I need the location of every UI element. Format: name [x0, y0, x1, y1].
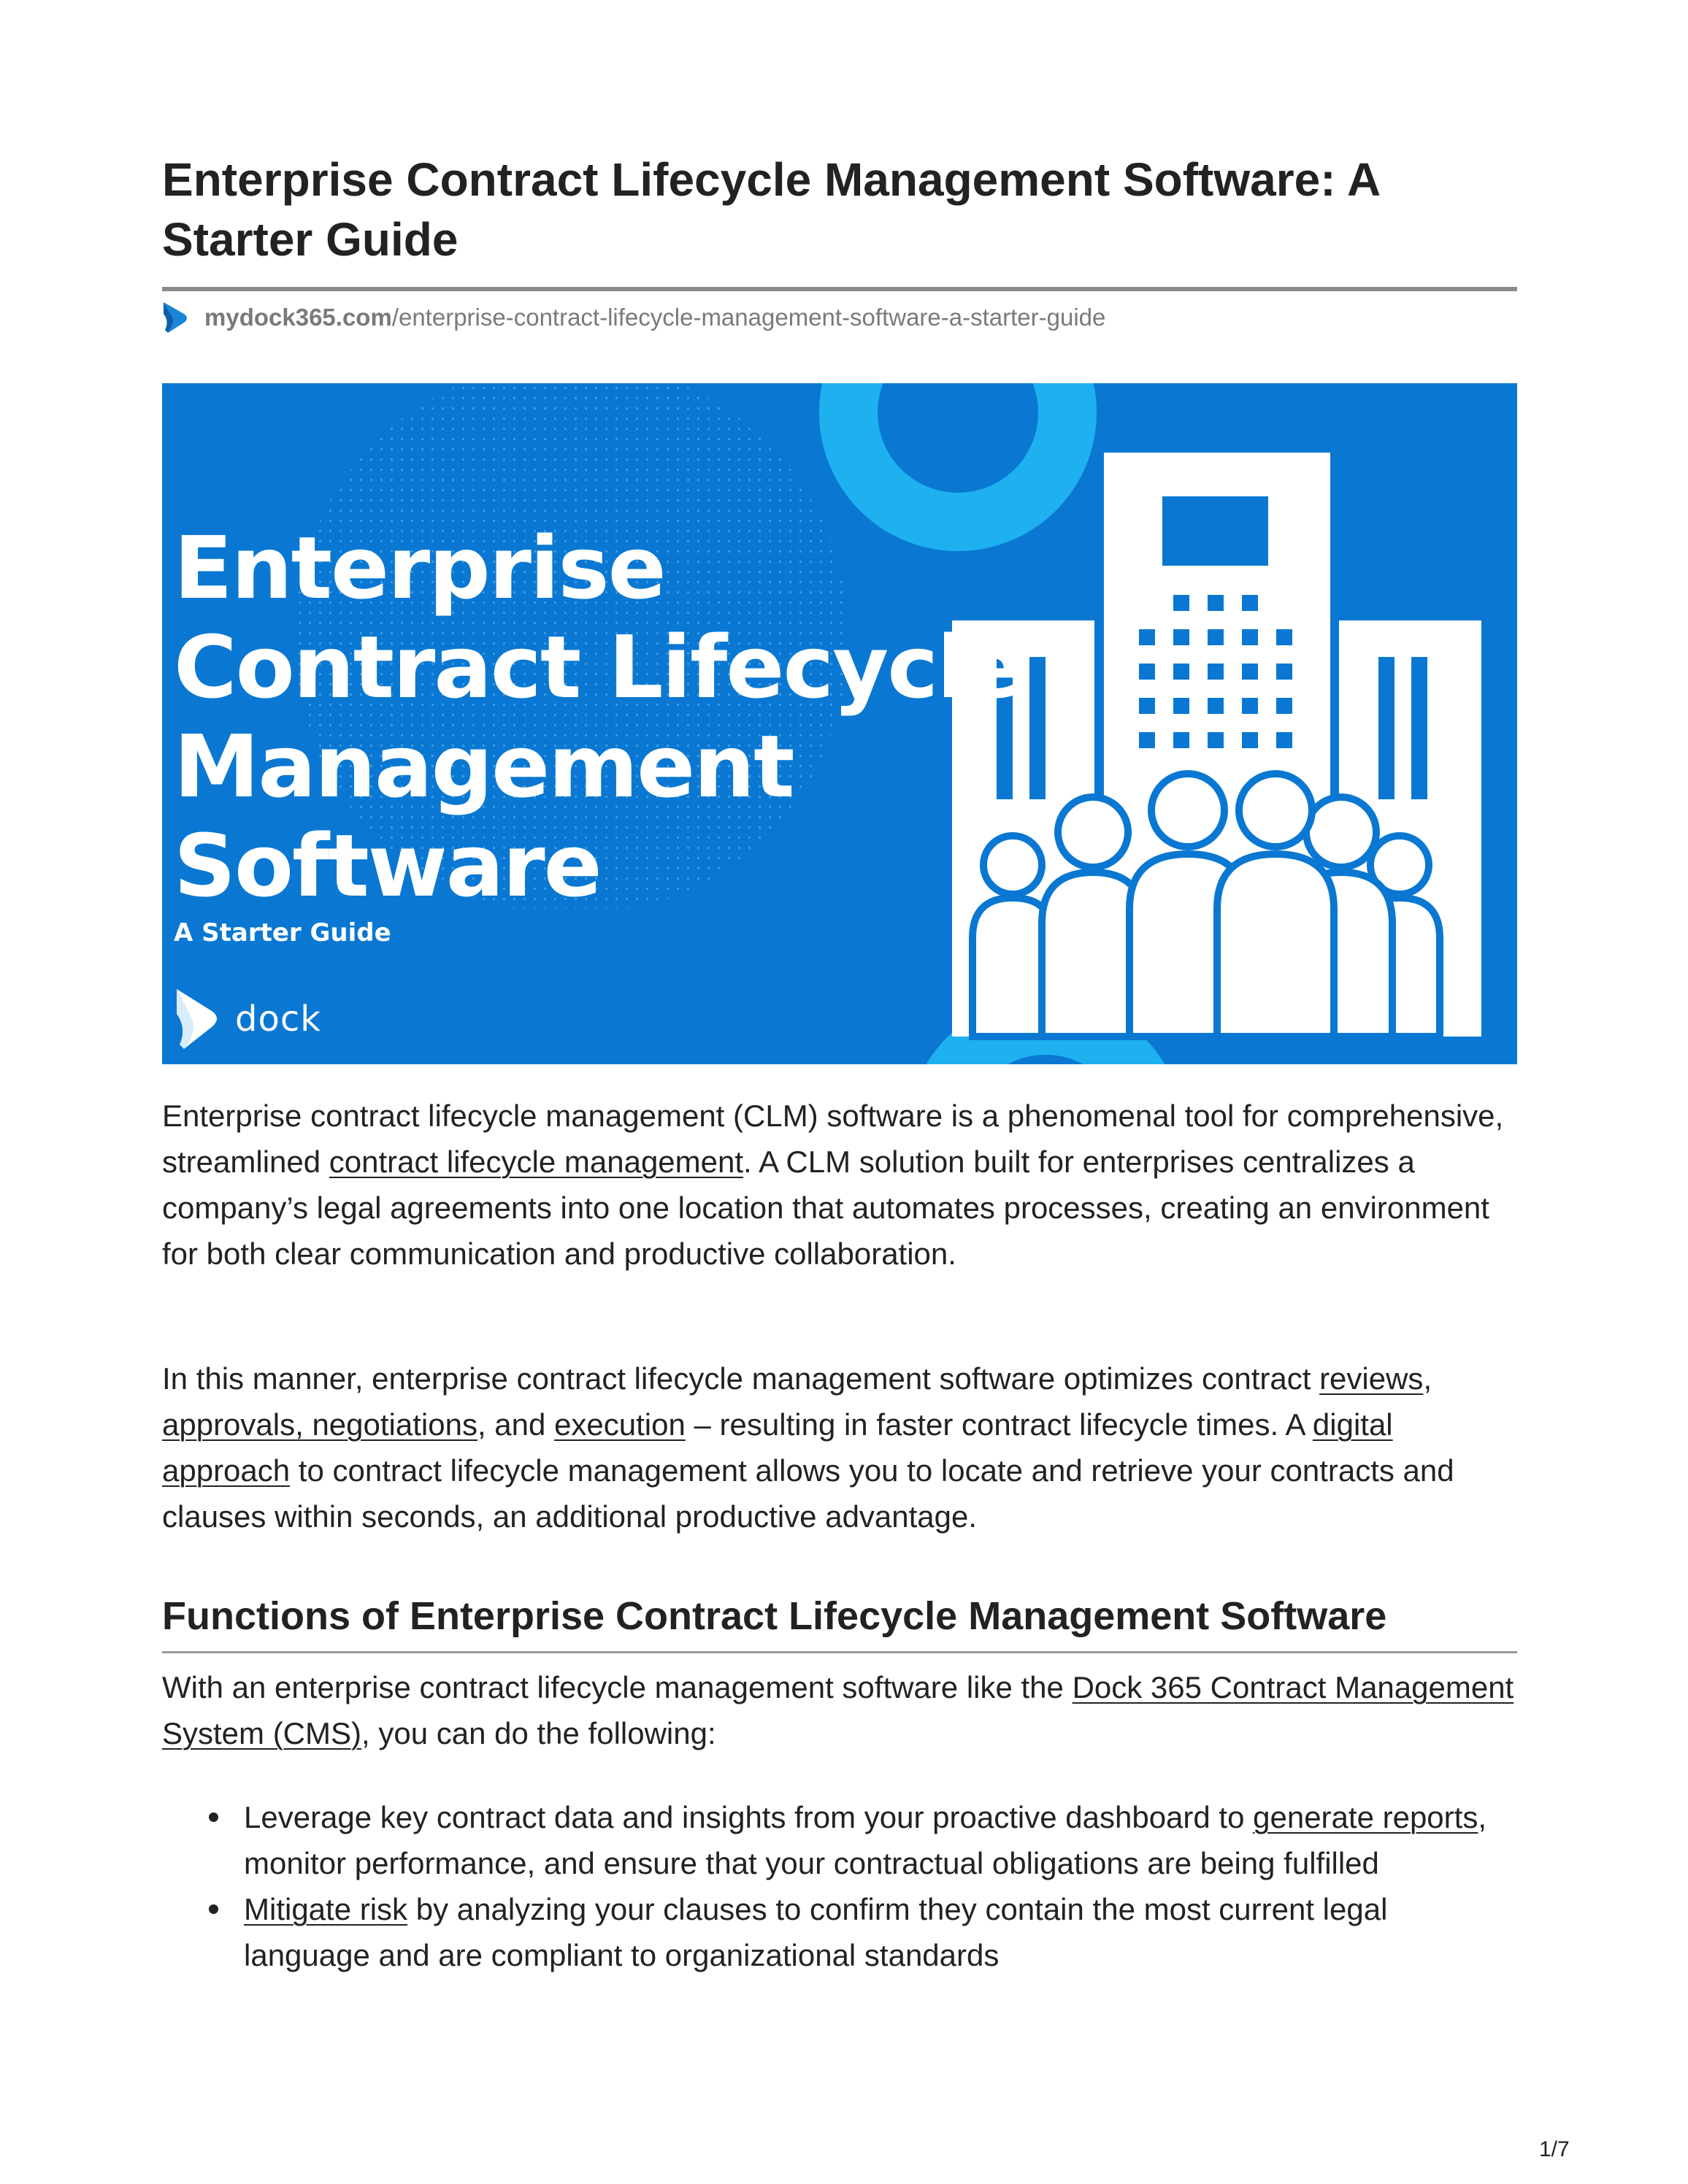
- source-link[interactable]: [162, 299, 1105, 336]
- page-title: Enterprise Contract Lifecycle Management Software: A Starter Guide: [162, 153, 1379, 266]
- link-dock-365-cms[interactable]: Dock 365 Contract Management System (CMS): [162, 1670, 1514, 1750]
- functions-list: [162, 1794, 1520, 1978]
- list-item: Leverage key contract data and insights from your proactive dashboard to generate reports, monitor performance, and ensure that your contractual obligations are being fulfilled: [162, 1794, 1520, 1886]
- hero-subtitle: A Starter Guide: [174, 918, 391, 947]
- bullet-icon: [209, 1812, 218, 1822]
- hero-line: Enterprise: [174, 518, 665, 618]
- link-mitigate-risk[interactable]: Mitigate risk: [244, 1892, 408, 1926]
- page-indicator: 1/7: [1539, 2137, 1570, 2161]
- intro-paragraph-1: Enterprise contract lifecycle management (CLM) software is a phenomenal tool for comprehensive, streamlined contract lifecycle management. A CLM solution built for enterprises centralizes a company’s legal agreements into one location that automates processes, creating an environment for both clear communication and productive collaboration.: [162, 1099, 1504, 1271]
- source-domain: mydock365.com: [204, 304, 392, 331]
- section-heading: Functions of Enterprise Contract Lifecycle Management Software: [162, 1594, 1387, 1638]
- link-digital-approach[interactable]: digital approach: [162, 1407, 1393, 1488]
- hero-line: Management: [174, 716, 794, 817]
- dock-logo-icon: [162, 301, 190, 334]
- functions-lead-paragraph: With an enterprise contract lifecycle management software like the Dock 365 Contract Management System (CMS), you can do the following:: [162, 1670, 1514, 1750]
- hero-brand-name: dock: [235, 999, 322, 1039]
- link-contract-lifecycle-management[interactable]: contract lifecycle management: [329, 1145, 744, 1179]
- link-approvals-negotiations[interactable]: approvals, negotiations: [162, 1407, 477, 1442]
- hero-line: Contract Lifecycle: [174, 617, 1022, 718]
- intro-paragraph-2: In this manner, enterprise contract lifecycle management software optimizes contract reviews, approvals, negotiations, and execution – resulting in faster contract lifecycle times. A digital approach to contract lifecycle management allows you to locate and retrieve your contracts and clauses within seconds, an additional productive advantage.: [162, 1361, 1454, 1534]
- link-execution[interactable]: execution: [554, 1407, 686, 1442]
- hero-banner: [162, 383, 1517, 1064]
- section-divider: [162, 1651, 1517, 1653]
- hero-title: [174, 518, 1022, 947]
- link-reviews[interactable]: reviews: [1319, 1361, 1424, 1396]
- hero-brand: [174, 986, 321, 1052]
- dock-brand-icon: [174, 986, 222, 1052]
- title-divider: [162, 287, 1517, 291]
- bullet-icon: [209, 1904, 218, 1914]
- link-generate-reports[interactable]: generate reports: [1253, 1800, 1478, 1834]
- list-item: Mitigate risk by analyzing your clauses to confirm they contain the most current legal language and are compliant to organizational standards: [162, 1886, 1520, 1978]
- source-path: /enterprise-contract-lifecycle-management-software-a-starter-guide: [391, 304, 1106, 331]
- hero-line: Software: [174, 815, 601, 916]
